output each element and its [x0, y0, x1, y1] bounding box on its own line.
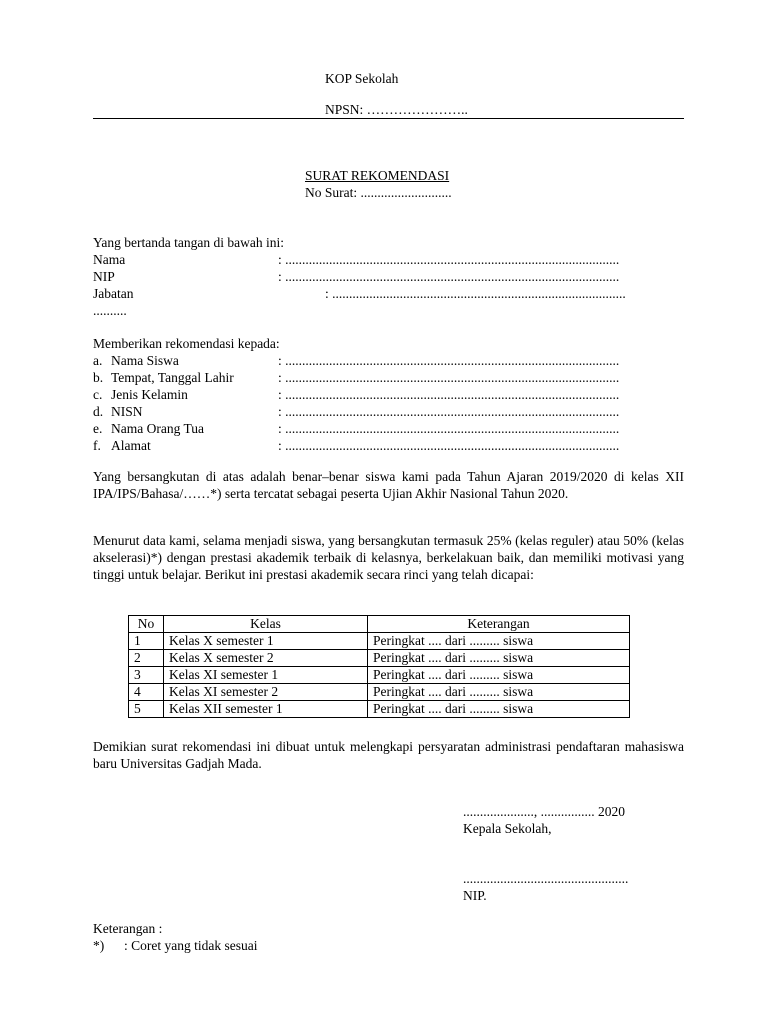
- item-label: Tempat, Tanggal Lahir: [111, 370, 234, 385]
- item-letter: c.: [93, 387, 103, 402]
- signer-label-nama: Nama: [93, 252, 126, 267]
- item-letter: a.: [93, 353, 103, 368]
- kop-sekolah: KOP Sekolah: [325, 71, 399, 86]
- recipient-item-alamat: [93, 437, 151, 454]
- item-letter: b.: [93, 370, 104, 385]
- notes-title: Keterangan :: [93, 921, 163, 936]
- recipient-value-jenis-kelamin: : ...................................................................................................: [278, 387, 620, 402]
- item-label: Jenis Kelamin: [111, 387, 188, 402]
- signer-label-nip: NIP: [93, 269, 115, 284]
- paragraph-status-siswa: Yang bersangkutan di atas adalah benar–benar siswa kami pada Tahun Ajaran 2019/2020 di kelas XII IPA/IPS/Bahasa/……*) serta tercatat sebagai peserta Ujian Akhir Nasional Tahun 2020.: [93, 469, 684, 501]
- recipient-value-alamat: : ...................................................................................................: [278, 438, 620, 453]
- signer-role: Kepala Sekolah,: [463, 821, 552, 836]
- cell-no: 2: [129, 650, 164, 667]
- item-label: Nama Siswa: [111, 353, 179, 368]
- table-row: [129, 633, 630, 650]
- item-label: Alamat: [111, 438, 151, 453]
- recipient-item-nisn: [93, 403, 143, 420]
- cell-kelas: Kelas XII semester 1: [164, 701, 368, 718]
- cell-kelas: Kelas X semester 1: [164, 633, 368, 650]
- table-header-row: [129, 616, 630, 633]
- no-surat: No Surat: ...........................: [305, 185, 452, 200]
- signer-label-jabatan: Jabatan: [93, 286, 134, 301]
- cell-kelas: Kelas X semester 2: [164, 650, 368, 667]
- table-row: [129, 701, 630, 718]
- notes-mark: *): [93, 938, 105, 953]
- place-date: ....................., ................ 2020: [463, 804, 625, 819]
- recipient-item-jenis-kelamin: [93, 386, 188, 403]
- signer-nip: NIP.: [463, 888, 487, 903]
- table-row: [129, 650, 630, 667]
- recipient-item-ttl: [93, 369, 234, 386]
- npsn: NPSN: …………………..: [325, 102, 468, 117]
- header-keterangan: Keterangan: [368, 616, 630, 633]
- item-letter: e.: [93, 421, 103, 436]
- signer-intro: Yang bertanda tangan di bawah ini:: [93, 235, 284, 250]
- recipient-value-nisn: : ...................................................................................................: [278, 404, 620, 419]
- cell-no: 3: [129, 667, 164, 684]
- signature-line: .................................................: [463, 871, 629, 886]
- signer-value-nama: : ...................................................................................................: [278, 252, 620, 267]
- header-divider: [93, 118, 684, 119]
- recipient-intro: Memberikan rekomendasi kepada:: [93, 336, 280, 351]
- signer-value-nip: : ...................................................................................................: [278, 269, 620, 284]
- header-no: No: [129, 616, 164, 633]
- header-kelas: Kelas: [164, 616, 368, 633]
- cell-kelas: Kelas XI semester 2: [164, 684, 368, 701]
- signer-jabatan-wrap: ..........: [93, 303, 127, 318]
- cell-keterangan: Peringkat .... dari ......... siswa: [368, 701, 630, 718]
- item-label: Nama Orang Tua: [111, 421, 204, 436]
- cell-keterangan: Peringkat .... dari ......... siswa: [368, 667, 630, 684]
- recipient-value-nama-siswa: : ...................................................................................................: [278, 353, 620, 368]
- table-row: [129, 667, 630, 684]
- paragraph-penutup: Demikian surat rekomendasi ini dibuat untuk melengkapi persyaratan administrasi pendaftaran mahasiswa baru Universitas Gadjah Mada.: [93, 739, 684, 771]
- cell-kelas: Kelas XI semester 1: [164, 667, 368, 684]
- table-row: [129, 684, 630, 701]
- recipient-value-ttl: : ...................................................................................................: [278, 370, 620, 385]
- paragraph-prestasi: Menurut data kami, selama menjadi siswa, yang bersangkutan termasuk 25% (kelas reguler) atau 50% (kelas akselerasi)*) dengan prestasi akademik terbaik di kelasnya, berkelakuan baik, dan memiliki motivasi yang tinggi untuk belajar. Berikut ini prestasi akademik secara rinci yang telah dicapai:: [93, 533, 684, 582]
- cell-keterangan: Peringkat .... dari ......... siswa: [368, 633, 630, 650]
- notes-text: : Coret yang tidak sesuai: [124, 938, 258, 953]
- item-letter: d.: [93, 404, 104, 419]
- cell-no: 5: [129, 701, 164, 718]
- prestasi-table: [128, 615, 630, 718]
- item-letter: f.: [93, 438, 101, 453]
- recipient-value-nama-orang-tua: : ...................................................................................................: [278, 421, 620, 436]
- signer-value-jabatan: : .......................................................................................: [325, 286, 626, 301]
- cell-no: 1: [129, 633, 164, 650]
- cell-keterangan: Peringkat .... dari ......... siswa: [368, 684, 630, 701]
- item-label: NISN: [111, 404, 143, 419]
- document-title: SURAT REKOMENDASI: [305, 168, 450, 183]
- cell-no: 4: [129, 684, 164, 701]
- recipient-item-nama-siswa: [93, 352, 179, 369]
- cell-keterangan: Peringkat .... dari ......... siswa: [368, 650, 630, 667]
- recipient-item-nama-orang-tua: [93, 420, 204, 437]
